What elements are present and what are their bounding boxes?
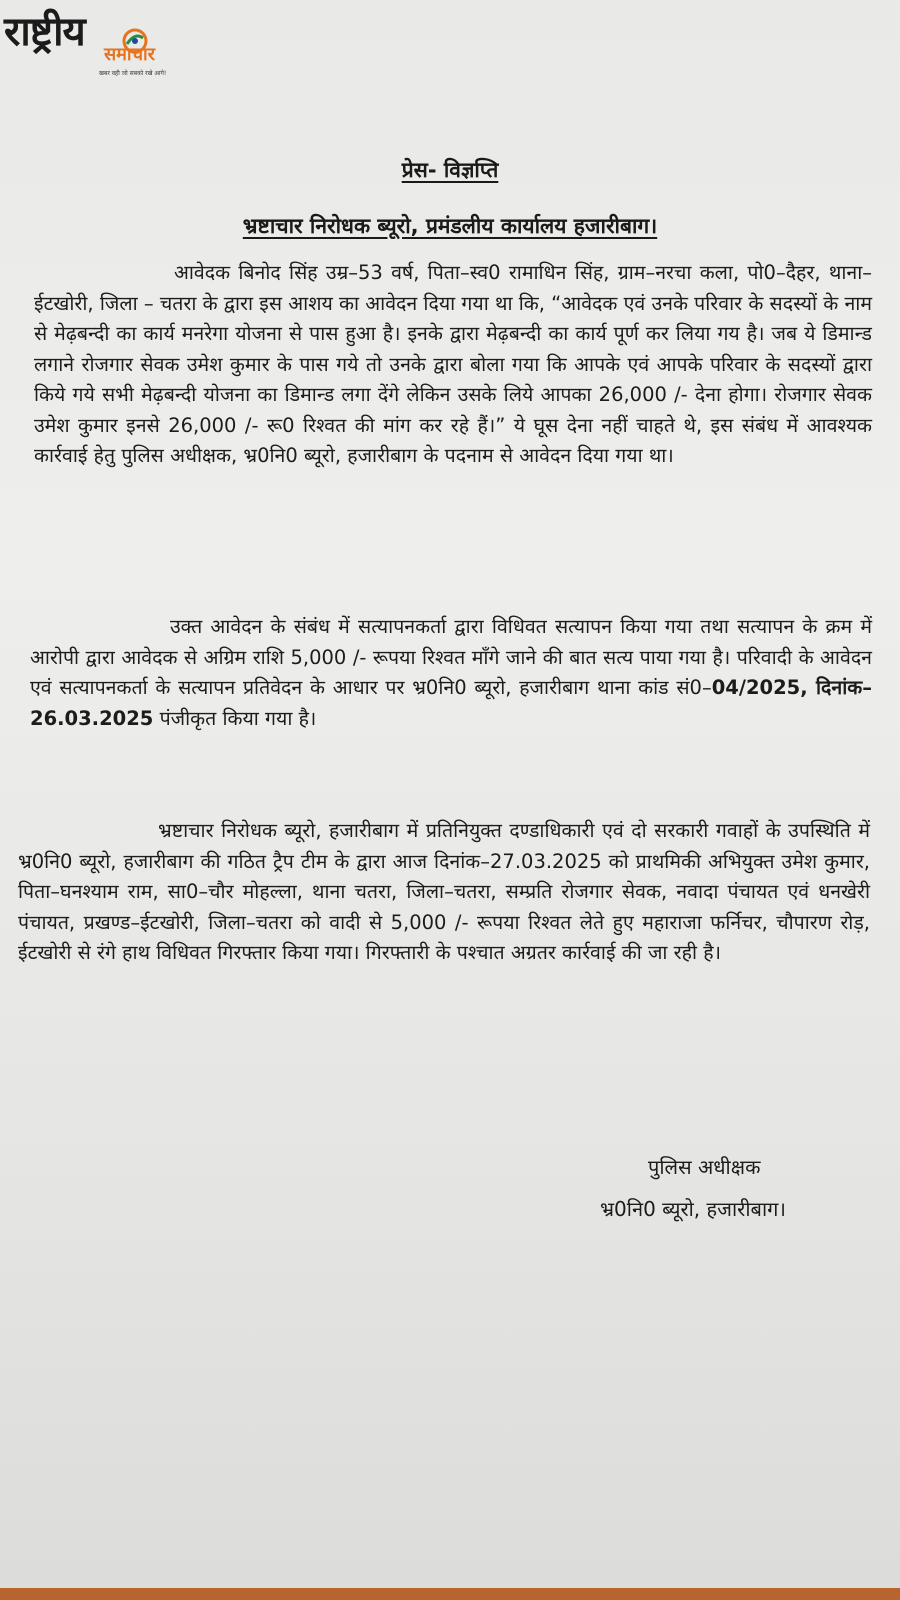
paragraph-verification-text: उक्त आवेदन के संबंध में सत्यापनकर्ता द्वारा विधिवत सत्यापन किया गया तथा सत्यापन के क्रम में आरोपी द्वारा आवेदक से अग्रिम राशि 5,000 /- रूपया रिश्वत माँगे जाने की बात सत्य पाया गया है। परिवादी के आवेदन एवं सत्यापनकर्ता के सत्यापन प्रतिवेदन के आधार पर भ्र0नि0 ब्यूरो, हजारीबाग थाना कांड सं0– — [30, 615, 872, 699]
paragraph-verification-end: पंजीकृत किया गया है। — [153, 706, 317, 730]
logo-tagline: खबर वही जो सबको रखे आगे! — [99, 70, 167, 77]
logo-sub-text: समाचार — [104, 44, 156, 65]
signature-designation: पुलिस अधीक्षक — [648, 1155, 761, 1179]
brand-logo — [4, 8, 189, 80]
paragraph-verification — [30, 612, 872, 734]
document-subtitle: भ्रष्टाचार निरोधक ब्यूरो, प्रमंडलीय कार्यालय हजारीबाग। — [242, 214, 658, 238]
case-number: 04/2025, दिनांक–26.03.2025 — [30, 676, 872, 730]
paragraph-complaint: आवेदक बिनोद सिंह उम्र–53 वर्ष, पिता–स्व0 रामाधिन सिंह, ग्राम–नरचा कला, पो0–दैहर, थाना–ईटखोरी, जिला – चतरा के द्वारा इस आशय का आवेदन दिया गया था कि, “आवेदक एवं उनके परिवार के सदस्यों के नाम से मेढ़बन्दी का कार्य मनरेगा योजना से पास हुआ है। इनके द्वारा मेढ़बन्दी का कार्य पूर्ण कर लिया गय है। जब ये डिमान्ड लगाने रोजगार सेवक उमेश कुमार के पास गये तो उनके द्वारा बोला गया कि आपके एवं आपके परिवार के सदस्यों द्वारा किये गये सभी मेढ़बन्दी योजना का डिमान्ड लगा देंगे लेकिन उसके लिये आपका 26,000 /- देना होगा। रोजगार सेवक उमेश कुमार इनसे 26,000 /- रू0 रिश्वत की मांग कर रहे हैं।” ये घूस देना नहीं चाहते थे, इस संबंध में आवश्यक कार्रवाई हेतु पुलिस अधीक्षक, भ्र0नि0 ब्यूरो, हजारीबाग के पदनाम से आवेदन दिया गया था। — [34, 261, 872, 467]
table-surface — [0, 1588, 900, 1600]
logo-main-text: राष्ट्रीय — [4, 8, 85, 55]
document-title: प्रेस- विज्ञप्ति — [401, 158, 499, 182]
signature-office: भ्र0नि0 ब्यूरो, हजारीबाग। — [600, 1197, 786, 1221]
paragraph-arrest: भ्रष्टाचार निरोधक ब्यूरो, हजारीबाग में प्रतिनियुक्त दण्डाधिकारी एवं दो सरकारी गवाहों के उपस्थिति में भ्र0नि0 ब्यूरो, हजारीबाग की गठित ट्रैप टीम के द्वारा आज दिनांक–27.03.2025 को प्राथमिकी अभियुक्त उमेश कुमार, पिता–घनश्याम राम, सा0–चौर मोहल्ला, थाना चतरा, जिला–चतरा, सम्प्रति रोजगार सेवक, नवादा पंचायत एवं धनखेरी पंचायत, प्रखण्ड–ईटखोरी, जिला–चतरा को वादी से 5,000 /- रूपया रिश्वत लेते हुए महाराजा फर्निचर, चौपारण रोड़, ईटखोरी से रंगे हाथ विधिवत गिरफ्तार किया गया। गिरफ्तारी के पश्चात अग्रतर कार्रवाई की जा रही है। — [18, 819, 870, 964]
